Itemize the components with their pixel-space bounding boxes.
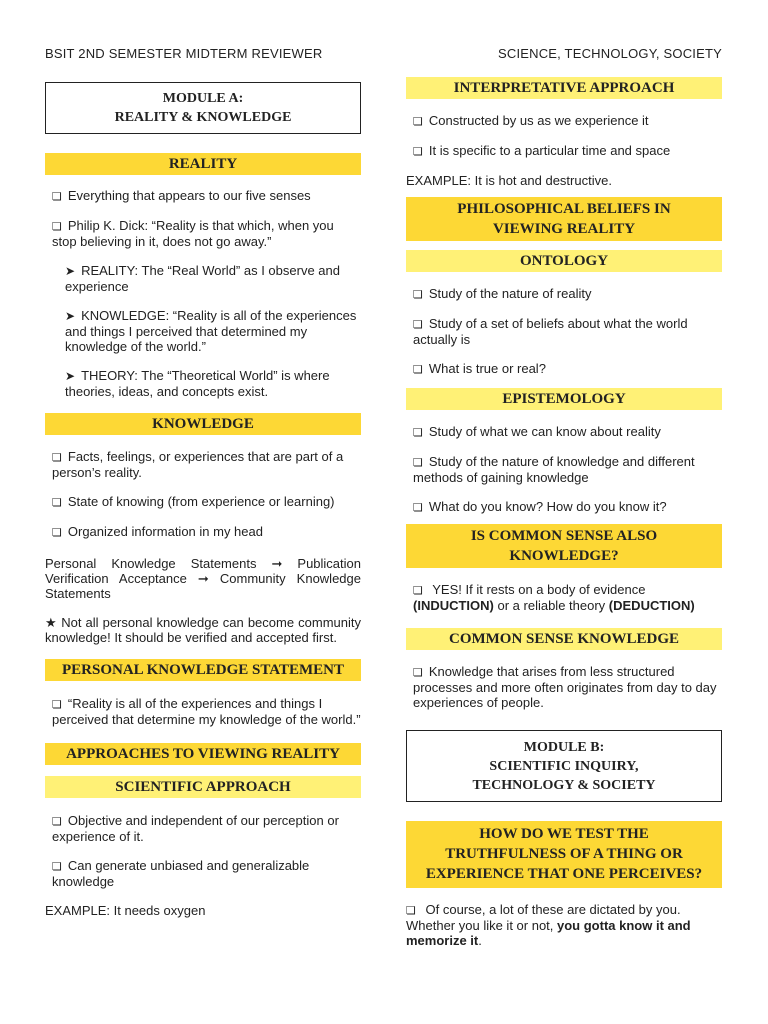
ontology-item: ❏ Study of a set of beliefs about what the world actually is: [406, 316, 722, 347]
test-answer-emphasis: you gotta know it and memorize it: [406, 918, 691, 948]
induction-term: (INDUCTION): [413, 598, 494, 613]
test-truthfulness-line: EXPERIENCE THAT ONE PERCEIVES?: [425, 866, 703, 882]
module-b-subtitle: TECHNOLOGY & SOCIETY: [472, 778, 656, 793]
header-right: SCIENCE, TECHNOLOGY, SOCIETY: [497, 46, 722, 61]
philosophical-beliefs-line: PHILOSOPHICAL BELIEFS IN: [457, 201, 671, 217]
reality-sub-item: ➤ KNOWLEDGE: “Reality is all of the experiences and things I perceived that determined my knowledge of the world.”: [45, 308, 361, 354]
module-b-subtitle: SCIENTIFIC INQUIRY,: [489, 759, 639, 774]
scientific-item: ❏ Can generate unbiased and generalizable knowledge: [45, 858, 361, 889]
right-column: [406, 77, 722, 948]
common-sense-question-line: KNOWLEDGE?: [509, 548, 619, 564]
knowledge-item: ❏ State of knowing (from experience or learning): [45, 494, 361, 510]
header-left: BSIT 2ND SEMESTER MIDTERM REVIEWER: [45, 46, 323, 61]
interpretative-example: EXAMPLE: It is hot and destructive.: [406, 173, 612, 188]
common-sense-knowledge-heading: COMMON SENSE KNOWLEDGE: [406, 628, 722, 650]
philosophical-beliefs-heading: [406, 197, 722, 241]
reality-sub-item: ➤ REALITY: The “Real World” as I observe and experience: [45, 263, 361, 294]
epistemology-item: ❏ What do you know? How do you know it?: [406, 499, 722, 515]
test-truthfulness-answer: [406, 902, 722, 948]
interpretative-item: ❏ Constructed by us as we experience it: [406, 113, 722, 129]
epistemology-heading: EPISTEMOLOGY: [406, 388, 722, 410]
knowledge-item: ❏ Organized information in my head: [45, 524, 361, 540]
common-sense-answer: [406, 582, 722, 613]
left-column: [45, 82, 361, 918]
knowledge-flow-text: Personal Knowledge Statements ➞ Publication Verification Acceptance ➞ Community Knowledge Statements: [45, 556, 361, 601]
ontology-heading: ONTOLOGY: [406, 250, 722, 272]
test-answer-text: Of course, a lot of these are dictated by you. Whether you like it or not,: [406, 902, 681, 933]
module-b-box: [406, 730, 722, 802]
test-answer-end: .: [478, 933, 482, 948]
philosophical-beliefs-line: VIEWING REALITY: [492, 221, 636, 237]
test-truthfulness-line: TRUTHFULNESS OF A THING OR: [445, 846, 683, 862]
common-sense-knowledge-item: ❏ Knowledge that arises from less structured processes and more often originates from day to day experiences of people.: [406, 664, 722, 710]
reality-item: ❏ Everything that appears to our five senses: [45, 188, 361, 204]
test-truthfulness-heading: [406, 821, 722, 888]
knowledge-heading: KNOWLEDGE: [45, 413, 361, 435]
deduction-term: (DEDUCTION): [608, 598, 695, 613]
epistemology-item: ❏ Study of what we can know about reality: [406, 424, 722, 440]
scientific-example: EXAMPLE: It needs oxygen: [45, 903, 206, 918]
ontology-item: ❏ What is true or real?: [406, 361, 722, 377]
personal-knowledge-item: ❏ “Reality is all of the experiences and things I perceived that determine my knowledge of the world.”: [45, 696, 361, 727]
common-sense-answer-mid: or a reliable theory: [493, 598, 609, 613]
module-b-title: MODULE B:: [523, 740, 605, 755]
knowledge-item: ❏ Facts, feelings, or experiences that are part of a person’s reality.: [45, 449, 361, 480]
test-truthfulness-line: HOW DO WE TEST THE: [479, 826, 649, 842]
approaches-heading: APPROACHES TO VIEWING REALITY: [45, 743, 361, 765]
interpretative-heading: INTERPRETATIVE APPROACH: [406, 77, 722, 99]
module-a-subtitle: REALITY & KNOWLEDGE: [114, 110, 292, 125]
scientific-item: ❏ Objective and independent of our perception or experience of it.: [45, 813, 361, 844]
reality-item: ❏ Philip K. Dick: “Reality is that which, when you stop believing in it, does not go away.”: [45, 218, 361, 249]
personal-knowledge-heading: PERSONAL KNOWLEDGE STATEMENT: [45, 659, 361, 681]
module-a-title: MODULE A:: [162, 91, 244, 106]
star-note: ★ Not all personal knowledge can become community knowledge! It should be verified and accepted first.: [45, 615, 361, 645]
ontology-item: ❏ Study of the nature of reality: [406, 286, 722, 302]
scientific-approach-heading: SCIENTIFIC APPROACH: [45, 776, 361, 798]
reality-sub-item: ➤ THEORY: The “Theoretical World” is where theories, ideas, and concepts exist.: [45, 368, 361, 399]
reality-heading: REALITY: [45, 153, 361, 175]
common-sense-question-heading: [406, 524, 722, 568]
common-sense-answer-text: YES! If it rests on a body of evidence: [432, 582, 646, 597]
common-sense-question-line: IS COMMON SENSE ALSO: [470, 528, 658, 544]
interpretative-item: ❏ It is specific to a particular time and space: [406, 143, 722, 159]
module-a-box: [45, 82, 361, 134]
epistemology-item: ❏ Study of the nature of knowledge and different methods of gaining knowledge: [406, 454, 722, 485]
